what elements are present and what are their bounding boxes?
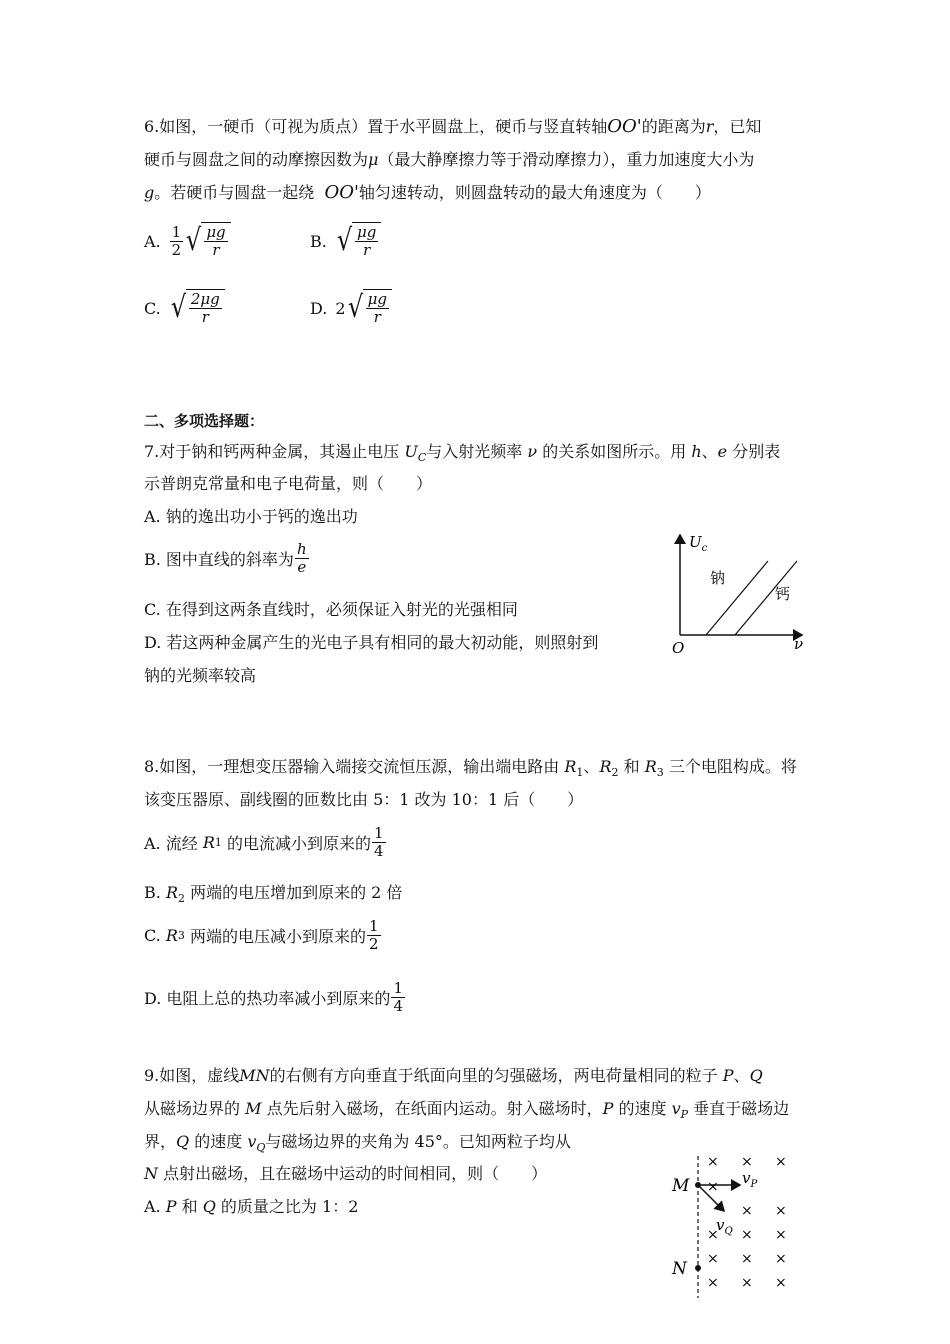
q9-line-2: 从磁场边界的 M 点先后射入磁场，在纸面内运动。射入磁场时，P 的速度 $v_P$ 垂直于磁场边 <box>144 1099 790 1122</box>
q8-option-d[interactable]: D. 电阻上总的热功率减小到原来的 $\frac{1}{4}$ <box>144 979 403 1015</box>
field-cross: × <box>775 1203 787 1219</box>
label-m: M <box>672 1176 690 1196</box>
q8-line-2: 该变压器原、副线圈的匝数比由 5：1 改为 10：1 后（ ） <box>144 790 584 809</box>
magnetic-field-figure <box>660 1152 800 1302</box>
q7-option-a[interactable]: A. 钠的逸出功小于钙的逸出功 <box>144 507 358 526</box>
field-cross: × <box>775 1227 787 1243</box>
q7-option-d-cont: 钠的光频率较高 <box>144 666 257 685</box>
calcium-label: 钙 <box>775 585 791 603</box>
point-n <box>695 1265 701 1271</box>
field-cross: × <box>741 1203 753 1219</box>
q6-line-2: 硬币与圆盘之间的动摩擦因数为μ（最大静摩擦力等于滑动摩擦力），重力加速度大小为 <box>144 150 755 169</box>
q7-option-c[interactable]: C. 在得到这两条直线时，必须保证入射光的光强相同 <box>144 600 518 619</box>
sodium-label: 钠 <box>710 569 726 587</box>
q7-line-2: 示普朗克常量和电子电荷量，则（ ） <box>144 474 433 493</box>
q6-option-b[interactable]: B. √ $\frac{\mu g}{r}$ <box>310 222 381 260</box>
origin-label: O <box>672 639 685 657</box>
field-cross: × <box>707 1275 719 1291</box>
field-cross: × <box>707 1179 719 1195</box>
field-cross: × <box>775 1154 787 1170</box>
label-vp: $v_P$ <box>742 1169 758 1190</box>
y-axis-label: $U_c$ <box>689 533 708 554</box>
field-cross: × <box>707 1154 719 1170</box>
x-axis-label: ν <box>794 635 804 653</box>
q8-option-a[interactable]: A. 流经 R 1 的电流减小到原来的 $\frac{1}{4}$ <box>144 824 384 860</box>
q7-option-d[interactable]: D. 若这两种金属产生的光电子具有相同的最大初动能，则照射到 <box>144 633 599 652</box>
field-cross: × <box>741 1154 753 1170</box>
field-cross: × <box>741 1251 753 1267</box>
field-cross: × <box>741 1275 753 1291</box>
field-cross: × <box>707 1227 719 1243</box>
q9-line-3: 界，Q 的速度 $v_Q$与磁场边界的夹角为 45°。已知两粒子均从 <box>144 1132 571 1155</box>
field-cross: × <box>707 1251 719 1267</box>
q9-line-4: N 点射出磁场，且在磁场中运动的时间相同，则（ ） <box>144 1164 548 1183</box>
q6-line-1: 6.如图，一硬币（可视为质点）置于水平圆盘上，硬币与竖直转轴OO'的距离为r，已知 <box>144 116 762 137</box>
label-vq: $v_Q$ <box>716 1216 733 1237</box>
q6-option-c[interactable]: C. √ $\frac{2\mu g}{r}$ <box>144 289 225 327</box>
label-n: N <box>672 1259 687 1279</box>
q9-option-a[interactable]: A. P 和 Q 的质量之比为 1：2 <box>144 1197 359 1216</box>
q6-option-d[interactable]: D. 2 √ $\frac{\mu g}{r}$ <box>310 289 392 327</box>
section-title: 二、多项选择题： <box>144 412 265 430</box>
q7-line-1: 7.对于钠和钙两种金属，其遏止电压 $U_C$与入射光频率 ν 的关系如图所示。用 h、e 分别表 <box>144 442 781 465</box>
uc-frequency-graph <box>660 525 810 660</box>
q7-option-b[interactable]: B. 图中直线的斜率为 $\frac{h}{e}$ <box>144 540 307 576</box>
q6-option-a[interactable]: A. $\frac{1}{2}$ √ $\frac{\mu g}{r}$ <box>144 222 231 260</box>
q6-line-3: g。若硬币与圆盘一起绕 OO'轴匀速转动，则圆盘转动的最大角速度为（ ） <box>144 182 711 203</box>
field-cross: × <box>741 1227 753 1243</box>
field-cross: × <box>775 1251 787 1267</box>
q8-option-b[interactable]: B. $R_2$ 两端的电压增加到原来的 2 倍 <box>144 883 403 906</box>
q9-line-1: 9.如图，虚线MN的右侧有方向垂直于纸面向里的匀强磁场，两电荷量相同的粒子 P、Q <box>144 1066 763 1085</box>
q8-option-c[interactable]: C. R 3 两端的电压减小到原来的 $\frac{1}{2}$ <box>144 917 379 953</box>
q8-line-1: 8.如图，一理想变压器输入端接交流恒压源，输出端电路由 $R_1$、$R_2$ 和 $R_3$ 三个电阻构成。将 <box>144 757 797 780</box>
field-cross: × <box>775 1275 787 1291</box>
